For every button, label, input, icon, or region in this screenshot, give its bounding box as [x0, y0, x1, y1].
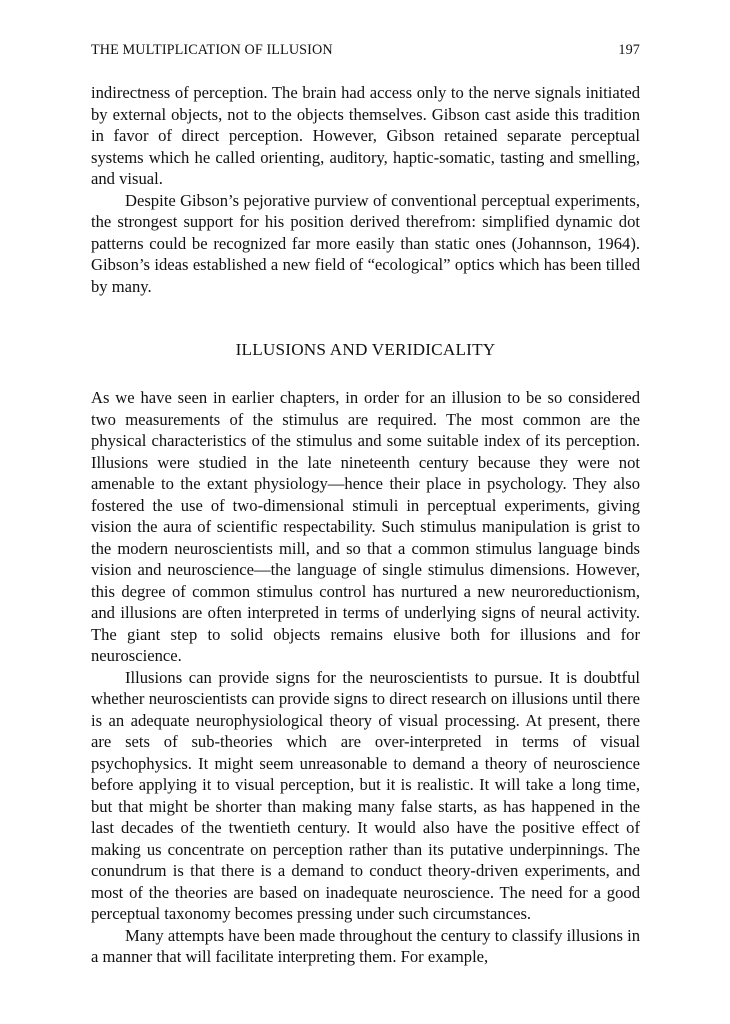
- paragraph-signs: Illusions can provide signs for the neuroscientists to pursue. It is doubtful whether neuroscientists can provide signs to direct research on illusions until there is an adequate neurophysiological theory of visual processing. At present, there are sets of sub-theories which are over-interpreted in terms of visual psychophysics. It might seem unreasonable to demand a theory of neuroscience before applying it to visual perception, but it is realistic. It will take a long time, but that might be shorter than making many false starts, as has happened in the last decades of the twentieth century. It would also have the positive effect of making us concentrate on perception rather than its putative underpinnings. The conundrum is that there is a demand to conduct theory-driven experiments, and most of the theories are based on inadequate neuroscience. The need for a good perceptual taxonomy becomes pressing under such circumstances.: [91, 667, 640, 923]
- paragraph-continued: indirectness of perception. The brain had access only to the nerve signals initiated by external objects, not to the objects themselves. Gibson cast aside this tradition in favor of direct perception. However, Gibson retained separate perceptual systems which he called orienting, auditory, haptic-somatic, tasting and smelling, and visual.: [91, 83, 640, 188]
- paragraph-measurements: As we have seen in earlier chapters, in order for an illusion to be so considered two measurements of the stimulus are required. The most common are the physical characteristics of the stimulus and some suitable index of its perception. Illusions were studied in the late nineteenth century because they were not amenable to the extant physiology—hence their place in psychology. They also fostered the use of two-dimensional stimuli in perceptual experiments, giving vision the aura of scientific respectability. Such stimulus manipulation is grist to the modern neuroscientists mill, and so that a common stimulus language binds vision and neuroscience—the language of single stimulus dimensions. However, this degree of common stimulus control has nurtured a new neuroreductionism, and illusions are often interpreted in terms of underlying signs of neural activity. The giant step to solid objects remains elusive both for illusions and for neuroscience.: [91, 388, 640, 665]
- running-header: [91, 42, 640, 62]
- section-text-block: [91, 387, 640, 968]
- top-text-block: [91, 82, 640, 297]
- paragraph-gibson: Despite Gibson’s pejorative purview of conventional perceptual experiments, the strongest support for his position derived therefrom: simplified dynamic dot patterns could be recognized far more easily than static ones (Johannson, 1964). Gibson’s ideas established a new field of “ecological” optics which has been tilled by many.: [91, 190, 640, 296]
- page-number: 197: [618, 42, 640, 58]
- running-title: THE MULTIPLICATION OF ILLUSION: [91, 42, 333, 58]
- book-page: [91, 42, 640, 968]
- section-heading: ILLUSIONS AND VERIDICALITY: [235, 340, 496, 359]
- paragraph-classify: Many attempts have been made throughout the century to classify illusions in a manner that will facilitate interpreting them. For example,: [91, 925, 640, 966]
